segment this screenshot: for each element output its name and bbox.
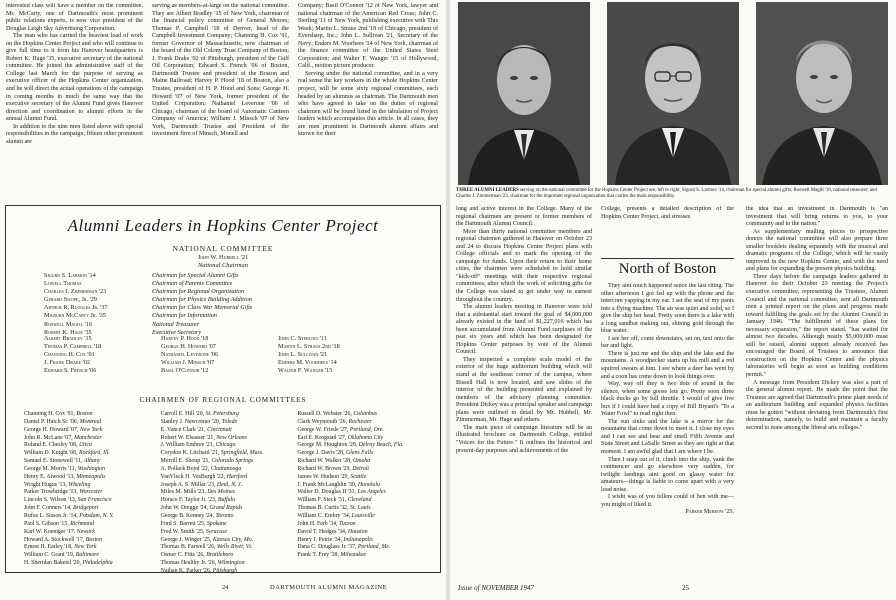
regional-chairman: [24, 419, 161, 427]
paragraph: They inspected a complete scale model of the exterior of the huge auditorium building which will stand at the southeast corner of the campus, where Bissell Hall is now located, and saw slides of the interior of the building presented and explained by members of the advisory planning committee. President Dickey was a principal speaker and campaign plans were outlined in detail by Mr. Hubbell, Mr. Zimmerman, Mr. Hage and others.: [456, 356, 592, 424]
chairman-name: H. Sheridan Baketel '20,: [24, 560, 83, 567]
paragraph: I wisht was of you fellers could of ben with me—you might of liked it.: [601, 494, 734, 508]
portrait-photo-larmon: [458, 2, 590, 185]
chairman-city: Potsdam, N. Y.: [79, 512, 114, 519]
regional-chairman: [24, 482, 161, 490]
member-name: Nathaniel Leverone '06: [161, 351, 219, 358]
paragraph: Three days before the campaign leaders gathered in Hanover for their October 23 meeting the Project's executive committee, representing the Trustees, Alumni Council and the national committee, sent all Dartmouth men a printed report on the plans and progress made toward fulfilling the goals set by the Alumni Council in January 1946. "The fulfillment of these plans for necessary expansion," the report stated, "has waited for almost two decades. Although nearly $5,000,000 must still be raised, alumni support already received has encouraged the Board of Trustees to announce that construction on the Hopkins Center and the physics laboratories will begin as soon as building conditions permit.": [746, 273, 888, 379]
chairman-name: William C. Grant '19,: [24, 552, 76, 559]
role-title: National Treasurer: [152, 320, 200, 328]
members-column: [161, 335, 278, 375]
role-row: [44, 312, 404, 320]
chairman-city: Rockford, Ill.: [79, 450, 110, 457]
photo-caption: [456, 188, 890, 201]
chairman-city: Portland, Ore.: [349, 426, 384, 433]
paragraph: A message from President Dickey was also a part of the general alumni report. He made the point that the Trustees are agreed that Dartmouth's prime plant needs of an auditorium building and expanded physics facilities must be gotten "without deviating from Dartmouth's first determination, namely, to build and maintain a faculty second to none among the liberal arts colleges.": [746, 379, 888, 431]
chairman-name: Rufus L. Sisson Jr. '14,: [24, 512, 80, 519]
role-title: Chairman for Information: [152, 312, 217, 320]
member-name: Edward S. French '06: [44, 367, 97, 374]
chairman-city: Cincinnati: [207, 426, 232, 433]
chairman-name: Lincoln S. Wilson '13,: [24, 497, 78, 504]
chairman-name: George J. Winger '25,: [160, 536, 213, 543]
member-name: Channing H. Cox '01: [44, 351, 95, 358]
page-number-left: 24: [222, 584, 229, 591]
regional-chairman: [297, 497, 434, 505]
chairman-city: Newark: [76, 528, 95, 535]
chairman-name: Channing H. Cox '01,: [24, 411, 77, 417]
regional-chairman: [297, 466, 434, 474]
article-column-3: [298, 3, 438, 200]
role-member-name: Charles J. Zimmerman '23: [44, 288, 107, 296]
caption-lead: THREE ALUMNI LEADERS: [456, 188, 519, 193]
chairman-city: Wheeling: [68, 481, 91, 488]
chairman-name: George B. Kenney '24,: [160, 512, 216, 519]
article-column-2: [152, 3, 289, 200]
regional-chairman: [161, 513, 298, 521]
chairman-name: Parker Trowbridge '13,: [24, 489, 80, 496]
regional-chairman: [161, 497, 298, 505]
chairman-name: Karl W. Koeniger '17.: [24, 528, 77, 535]
paragraph: More than thirty national committee members and regional chairmen gathered in Hanover on October 23 and 24 to discuss Hopkins Center Project plans with College officials and to mark the opening of the campaign for funds. Upon their return to their home cities, the chairmen were scheduled to hold similar "kick-off" meetings with their respective regional committees, after which the work of soliciting gifts for the College was slated to get under way in earnest throughout the country.: [456, 228, 592, 303]
chairman-city: Worcester: [79, 489, 103, 496]
chairman-name: Henry E. Atwood '13,: [24, 473, 77, 480]
paragraph: There is just me and the ship and the lake and the mountains. A woodpecker starts up his mill and a red squirrel swears at him. I see where a deer has went by and a coon has come down to look things over.: [601, 350, 734, 380]
regional-chairman: [24, 466, 161, 474]
chairman-city: Wilmington: [217, 560, 245, 567]
role-member-name: Milburn McCarty Jr. '35: [44, 312, 106, 320]
north-of-boston-column: [601, 283, 734, 577]
role-title: Chairman for Physics Building Addition: [152, 296, 252, 304]
chairman-city: Springfield, Mass.: [220, 450, 264, 457]
chairman-city: Oklahoma City: [347, 434, 384, 441]
role-row: [44, 321, 404, 329]
chairman-name: Henry J. Petrie '34,: [297, 536, 344, 543]
regional-chairman: [161, 435, 298, 443]
chairman-city: Colorado Springs: [211, 458, 254, 465]
regional-chairman: [161, 458, 298, 466]
chairman-name: Thomas B. Farwell '26,: [160, 544, 217, 551]
regional-chairman: [24, 521, 161, 529]
committee-roles: [44, 272, 404, 337]
chairman-name: Joseph A. S. Millar '23,: [160, 481, 217, 488]
paragraph: The alumni leaders meeting in Hanover were told that a substantial start toward the goal of $4,000,000 already existed in the fund of $1,227,016 which has been accumulated from Alumni Fund surpluses of the past six years and which has been designated for Hopkins Center purposes by vote of the Alumni Council.: [456, 304, 592, 356]
chairman-name: Carroll E. Hill '20,: [160, 411, 206, 417]
chairman-city: Baltimore: [75, 552, 99, 559]
chairman-name: J. William Embree '21,: [160, 442, 216, 449]
chairman-name: VanVleck H. VosBurgh '22,: [160, 473, 227, 480]
paragraph: serving as members-at-large on the national committee. They are Albert Bradley '15 of New York, chairman of the financial policy committee of General Motors; Thomas P. Campbell '18 of Denver, head of the Campbell Investment Company; Channing H. Cox '01, former Governor of Massachusetts, now chairman of the board of the Old Colony Trust Company of Boston; J. Frank Drake '02 of Pittsburgh, president of the Gulf Oil Corporation; Edward S. French '06 of Boston, Dartmouth Trustee and president of the Boston and Maine Railroad; Harvey P. Hood '18 of Boston, also a Trustee, president of H. P. Hood and Sons; George H. Howard '07 of New York, former president of the United Corporation; Nathaniel Leverone '06 of Chicago, chairman of the board of Automatic Canteen Company of America; William J. Minsch '07 of New York, Dartmouth Trustee and President of the investment firm of Minsch, Monell and: [152, 3, 289, 138]
chairman-name: E. Vance Clark '21,: [160, 426, 208, 433]
regional-chairmen-list: [24, 411, 434, 576]
member-name: Basil O'Connor '12: [161, 367, 209, 374]
regional-column: [24, 411, 161, 576]
chairman-name: Corydon K. Litchard '21,: [160, 450, 221, 457]
chairman-city: St. Louis: [350, 505, 371, 512]
member-name: George H. Howard '07: [161, 343, 216, 350]
chairman-city: San Francisco: [77, 497, 112, 504]
chairman-city: Wells River, Vt.: [216, 544, 253, 551]
regional-chairman: [24, 513, 161, 521]
chairman-city: Philadelphia: [82, 560, 113, 567]
chairman-city: Albany: [83, 458, 101, 465]
regional-chairman: [297, 513, 434, 521]
chairman-city: Honolulu: [357, 481, 380, 488]
chairman-city: New York: [79, 426, 103, 433]
page-number-right: 25: [682, 584, 689, 592]
member-name: J. Frank Drake '02: [44, 359, 91, 366]
right-page: [450, 0, 896, 600]
regional-heading: CHAIRMEN OF REGIONAL COMMITTEES: [139, 396, 307, 404]
box-title: Alumni Leaders in Hopkins Center Project: [67, 216, 379, 235]
chairman-name: Clark Weymouth '26,: [297, 418, 349, 425]
chairman-city: Glens Falls: [346, 450, 374, 457]
north-of-boston-title: North of Boston: [618, 261, 717, 277]
chairman-name: James W. Hudson '29,: [297, 473, 351, 480]
chairman-name: William C. Embry '34,: [297, 512, 352, 519]
chairman-city: Bridgeport: [72, 505, 99, 512]
regional-chairman: [24, 474, 161, 482]
chairman-name: Earl E. Krogstad '27,: [297, 434, 348, 441]
chairman-name: George J. Davis '28,: [297, 450, 347, 457]
chairman-city: Toronto: [215, 512, 234, 519]
members-column: [44, 335, 161, 375]
chairman-name: William F. Steck '31,: [297, 497, 348, 504]
paragraph: The man who has carried the heaviest load of work on the Hopkins Center Project and who will continue to give full time to it from his Hanover headquarters is Robert K. Hage '35, executive secretary of the national committee. He joined the administrative staff of the College last March for the purpose of serving as executive officer of the Hopkins Center organization, and he will direct the actual operations of the campaign in coming months in much the same way that the executive secretary of the Alumni Fund gives Hanover direction and coordination to alumni efforts in the annual Alumni Fund.: [6, 33, 143, 123]
regional-column: [297, 411, 434, 576]
regional-chairman: [297, 474, 434, 482]
article-column-6: [746, 206, 888, 576]
member-name: Walter F. Wanger '15: [278, 367, 333, 374]
regional-chairman: [297, 521, 434, 529]
chairman-city: Houston: [347, 528, 368, 535]
issue-date: Issue of NOVEMBER 1947: [458, 584, 535, 592]
left-footer: [0, 578, 446, 600]
signoff: Parker Merrow '25.: [685, 509, 734, 516]
regional-chairman: [24, 411, 161, 419]
chairman-name: Roland E. Chesley '08,: [24, 442, 79, 449]
role-title: Chairman of Parents Committee: [152, 280, 233, 288]
chairman-city: Portland, Me.: [357, 544, 391, 551]
chairman-city: Syracuse: [205, 528, 227, 535]
chairman-city: Boston: [85, 536, 102, 543]
chairman-name: George M. Morris '11,: [24, 465, 78, 472]
chairman-name: George W. Friede '27,: [297, 426, 350, 433]
chairman-name: Thomas B. Curtis '32,: [297, 505, 351, 512]
paragraph: Way, way off they is two dots of sound in the silence, when some goose lets go. Pretty soon three black ducks go by full throttle. I would of give five bux if I could have had a copy of Bill Bryant's "To a Water Fowl" to read right then.: [601, 381, 734, 418]
chairman-name: John R. McLane '07,: [24, 434, 75, 441]
role-member-name: Robert K. Hage '35: [44, 328, 92, 336]
chairman-city: Brattleboro: [206, 552, 234, 559]
chairman-city: Tucson: [338, 520, 356, 527]
portrait-icon: [756, 2, 888, 185]
chairman-city: Milwaukee: [340, 552, 367, 559]
chairman-name: David T. Hedges '34,: [297, 528, 348, 535]
chairman-name: Wright Hugus '13,: [24, 481, 69, 488]
paragraph: Company; Basil O'Connor '12 of New York, lawyer and national chairman of the American Red Cross; John C. Sterling '11 of New York, publishing executive with This Week; Martin L. Straus 2nd '18 of Chicago, president of Eversharp, Inc.; John L. Sullivan '21, Secretary of the Navy; Enders M. Voorhees '14 of New York, chairman of the finance committee of the United States Steel Corporation; and Walter F. Wanger '15 of Hollywood, Calif., motion picture producer.: [298, 3, 438, 70]
chairman-city: St. Petersburg: [205, 411, 239, 417]
chairman-city: Louisville: [351, 512, 375, 519]
chairman-name: John H. Ferb '34,: [297, 520, 339, 527]
portrait-icon: [458, 2, 590, 185]
role-member-name: Sigurd S. Larmon '14: [44, 272, 96, 279]
caption-text: serving on the national committee for the Hopkins Center Project are, left to right, Sigurd S. Larmon '14, chairman for special alumni gifts; Roswell Magill '16, national treasurer; and Charles J. Zimmerman '23, chairman for the important regional organization that carries the main responsibility.: [456, 188, 877, 200]
role-member-name: Lowell Thomas: [44, 280, 82, 288]
chairman-name: Miles M. Mills '23,: [160, 489, 208, 496]
role-row: [44, 296, 404, 304]
chairman-city: Omaha: [353, 458, 371, 465]
member-name: John L. Sullivan '21: [278, 351, 328, 358]
chairman-city: Des Moines: [207, 489, 235, 496]
regional-chairman: [161, 560, 298, 568]
regional-chairman: [161, 537, 298, 545]
portrait-photo-magill: [607, 2, 739, 185]
regional-chairman: [24, 529, 161, 537]
article-column-5-top: [601, 206, 734, 256]
paragraph: The main piece of campaign literature will be an illustrated brochure on Dartmouth College, entitled "Voices for the Future." It outlines the historical and present-day purposes and achievements of the: [456, 424, 592, 454]
role-row: [44, 280, 404, 288]
regional-chairman: [161, 521, 298, 529]
chairman-city: Seattle: [350, 473, 367, 480]
chairman-city: Richmond: [70, 520, 94, 527]
paragraph: The sun sinks and the lake is a mirror for the mountains that come down to meet it. I close my eyes and I can see and hear and smell Fifth Avenue and State Street and LaSalle Street as they are right at that moment. I am awful glad that I am where I be.: [601, 418, 734, 456]
role-title: Chairman for Class War Memorial Gifts: [152, 304, 253, 312]
chairman-name: A. Pollack Boyd '22,: [160, 465, 211, 472]
paragraph: Serving under the national committee, and in a very real sense the key workers in the whole Hopkins Center project, will be some sixty regional committees, each headed by an alumnus as chairman. The Dartmouth men who have agreed to take on the duties of regional chairmen will be found listed in the tabulation of Project leaders which accompanies this article. In all cases, they are men prominent in Dartmouth alumni affairs and known for their: [298, 70, 438, 138]
role-member-name: Roswell Magill '16: [44, 320, 93, 328]
regional-chairman: [297, 450, 434, 458]
regional-chairman: [297, 529, 434, 537]
paragraph: College, presents a detailed description of the Hopkins Center Project, and stresses: [601, 206, 734, 220]
chairman-city: Indianapolis: [343, 536, 374, 543]
role-member-name: Arthur R. Ruggles Jr. '37: [44, 304, 108, 312]
chairman-city: Chattanooga: [210, 465, 242, 472]
magazine-name: DARTMOUTH ALUMNI MAGAZINE: [270, 584, 388, 591]
chairman-city: Spokane: [206, 520, 227, 527]
chairman-city: Pittsburgh: [212, 567, 238, 574]
chairman-name: J. Frank McLaughlin '30,: [297, 481, 358, 488]
role-member-name: Gerard Swope, Jr. '29: [44, 296, 97, 304]
article-column-4: [456, 206, 592, 576]
regional-chairman: [297, 419, 434, 427]
regional-chairman: [24, 497, 161, 505]
regional-chairman: [161, 505, 298, 513]
regional-chairman: [24, 458, 161, 466]
right-footer: [450, 578, 896, 600]
regional-chairman: [24, 560, 161, 568]
regional-chairman: [24, 505, 161, 513]
chairman-name: Merrill E. Shoup '21,: [160, 458, 212, 465]
regional-column: [161, 411, 298, 576]
regional-chairman: [24, 427, 161, 435]
chairman-name: Samuel E. Stonewell '11,: [24, 458, 84, 465]
regional-chairman: [161, 427, 298, 435]
paragraph: I see her off, come downstairs, set on, taxi onto the bar and light.: [601, 335, 734, 350]
chairman-name: Ford S. Barrett '25,: [160, 520, 207, 527]
portrait-photo-zimmerman: [756, 2, 888, 185]
paragraph: Then I snap out of it, climb into the ship, yank the commencer and go elsewhere very sudden, for twilight landings aint good on glassy water for amateurs—things is liable to come apart with a very loud noise.: [601, 456, 734, 493]
article-column-1: [6, 3, 143, 200]
left-page: [0, 0, 446, 600]
chairman-name: John F. Conners '14,: [24, 505, 73, 512]
chairman-city: Toledo: [221, 418, 238, 425]
national-chairman: [6, 254, 440, 270]
regional-chairman: [161, 568, 298, 576]
chairman-name: George H. Howard '07,: [24, 426, 80, 433]
regional-chairman: [161, 552, 298, 560]
role-title: Chairman for Special Alumni Gifts: [152, 272, 239, 279]
regional-chairman: [297, 505, 434, 513]
member-name: John C. Sterling '11: [278, 335, 328, 342]
role-row: [44, 272, 404, 280]
paragraph: long and active interest in the College. Many of the regional chairmen are present or former members of the Dartmouth Alumni Council.: [456, 206, 592, 228]
member-name: William J. Minsch '07: [161, 359, 215, 366]
chairman-name: Richard W. Walker '28,: [297, 458, 353, 465]
chairman-name: Fred W. Smith '25,: [160, 528, 206, 535]
chairman-city: Minneapolis: [76, 473, 106, 480]
regional-chairman: [24, 450, 161, 458]
chairman-name: Nathan K. Parker '26,: [160, 567, 213, 574]
chairman-city: Buffalo: [217, 497, 236, 504]
regional-chairman: [161, 544, 298, 552]
chairman-city: Detroit: [352, 465, 369, 472]
chairman-name: John W. Dregge '24,: [160, 505, 210, 512]
chairman-city: Kansas City, Mo.: [212, 536, 254, 543]
regional-chairman: [24, 544, 161, 552]
regional-chairman: [297, 482, 434, 490]
chairman-city: Grand Rapids: [209, 505, 243, 512]
members-column: [278, 335, 395, 375]
role-title: Chairman for Regional Organization: [152, 288, 245, 296]
chairman-city: Columbus: [353, 411, 378, 417]
chairman-title: National Chairman: [198, 261, 248, 269]
paragraph: They aint much happened sence the last riting. The other afternoon I got fed up with the phone and the intercom yapping in my ear. I set the seat of my pants into a flying machine. The air was quiet and solid, so I give the ship her head. Pretty soon there is a lake with a long sandbar making out, shining gold through the blue water.: [601, 283, 734, 335]
member-name: Martin L. Straus 2nd '18: [278, 343, 340, 350]
chairman-city: New York: [74, 544, 97, 551]
chairman-name: Paul S. Gibson '15,: [24, 520, 71, 527]
regional-chairman: [297, 537, 434, 545]
chairman-name: Osmer C. Fitts '26,: [160, 552, 207, 559]
chairman-city: Hartford: [226, 473, 248, 480]
chairman-city: Manchester: [74, 434, 102, 441]
regional-chairman: [24, 537, 161, 545]
chairman-name: Russell D. Webster '26,: [297, 411, 354, 417]
regional-chairman: [297, 411, 434, 419]
chairman-name: Richard W. Brown '29,: [297, 465, 353, 472]
member-name: Harvey P. Hood '18: [161, 335, 209, 342]
chairman-name: Dana C. Douglass Jr. '37,: [297, 544, 358, 551]
chairman-city: Cleveland: [347, 497, 372, 504]
regional-chairman: [161, 529, 298, 537]
chairman-name: John W. Hubbell '21: [197, 254, 249, 261]
chairman-city: Rochester: [348, 418, 372, 425]
regional-chairman: [161, 450, 298, 458]
member-name: Thomas P. Campbell '18: [44, 343, 102, 350]
chairman-name: Frank T. Frey '38,: [297, 552, 341, 559]
chairman-city: Delray Beach, Fla.: [358, 442, 404, 449]
chairman-city: Washington: [77, 465, 106, 472]
regional-chairman: [161, 482, 298, 490]
regional-chairman: [161, 411, 298, 419]
paragraph: In addition to the nine men listed above with special responsibilities in the campaign, fifteen other prominent alumni are: [6, 123, 143, 145]
chairman-name: Horace F. Taylor Jr. '23,: [160, 497, 218, 504]
chairman-name: Thomas Healthy Jr. '26,: [160, 560, 218, 567]
role-row: [44, 288, 404, 296]
regional-chairman: [24, 552, 161, 560]
regional-chairman: [297, 442, 434, 450]
chairman-name: Stanley J. Newcomer '20,: [160, 418, 222, 425]
chairman-name: Walter D. Douglas II '31,: [297, 489, 358, 496]
chairman-city: Deal, N. J.: [216, 481, 243, 488]
chairman-name: Daniel P. Hatch Sr. '06,: [24, 418, 80, 425]
regional-chairman: [297, 458, 434, 466]
regional-chairman: [161, 474, 298, 482]
paragraph: interested class will have a member on the committee. Mr. McCarty, one of Dartmouth's most prominent public relations experts, is now vice president of the Douglas Leigh Sky Advertising Corporation.: [6, 3, 143, 32]
chairman-name: Robert W. Elsasser '21,: [160, 434, 217, 441]
portrait-icon: [607, 2, 739, 185]
chairman-city: Chicago: [215, 442, 236, 449]
members-at-large: [44, 335, 414, 375]
member-name: Albert Bradley '15: [44, 335, 92, 342]
paragraph: the idea that an investment in Dartmouth is "an investment that will bring returns to you, to your community and to the nation.": [746, 206, 888, 228]
regional-chairman: [24, 489, 161, 497]
chairman-name: William D. Knight '08,: [24, 450, 80, 457]
regional-chairman: [161, 466, 298, 474]
chairman-city: Montreal: [79, 418, 102, 425]
role-row: [44, 304, 404, 312]
regional-chairman: [161, 419, 298, 427]
leaders-box: [5, 205, 441, 573]
regional-chairman: [297, 552, 434, 560]
regional-chairman: [297, 427, 434, 435]
national-committee-heading: NATIONAL COMMITTEE: [172, 244, 274, 253]
regional-chairman: [297, 489, 434, 497]
regional-chairman: [297, 435, 434, 443]
chairman-city: Boston: [76, 411, 93, 417]
regional-chairman: [297, 544, 434, 552]
chairman-name: Howard A. Stockwell '17,: [24, 536, 86, 543]
chairman-name: George M. Houghton '28,: [297, 442, 359, 449]
chairman-city: Los Angeles: [357, 489, 386, 496]
chairman-name: Ernest H. Earley '18,: [24, 544, 75, 551]
chairman-city: Utica: [78, 442, 92, 449]
regional-chairman: [24, 435, 161, 443]
member-name: Enders M. Voorhees '14: [278, 359, 337, 366]
role-title: Executive Secretary: [152, 328, 202, 336]
paragraph: As supplementary mailing pieces to prospective donors the national committee will also prepare three smaller booklets dealing separately with the musical and dramatic programs of the College, which will be vastly improved in the new Hopkins Center, and with the need and plans for expanding the present physics building.: [746, 228, 888, 273]
chairman-city: New Orleans: [216, 434, 247, 441]
